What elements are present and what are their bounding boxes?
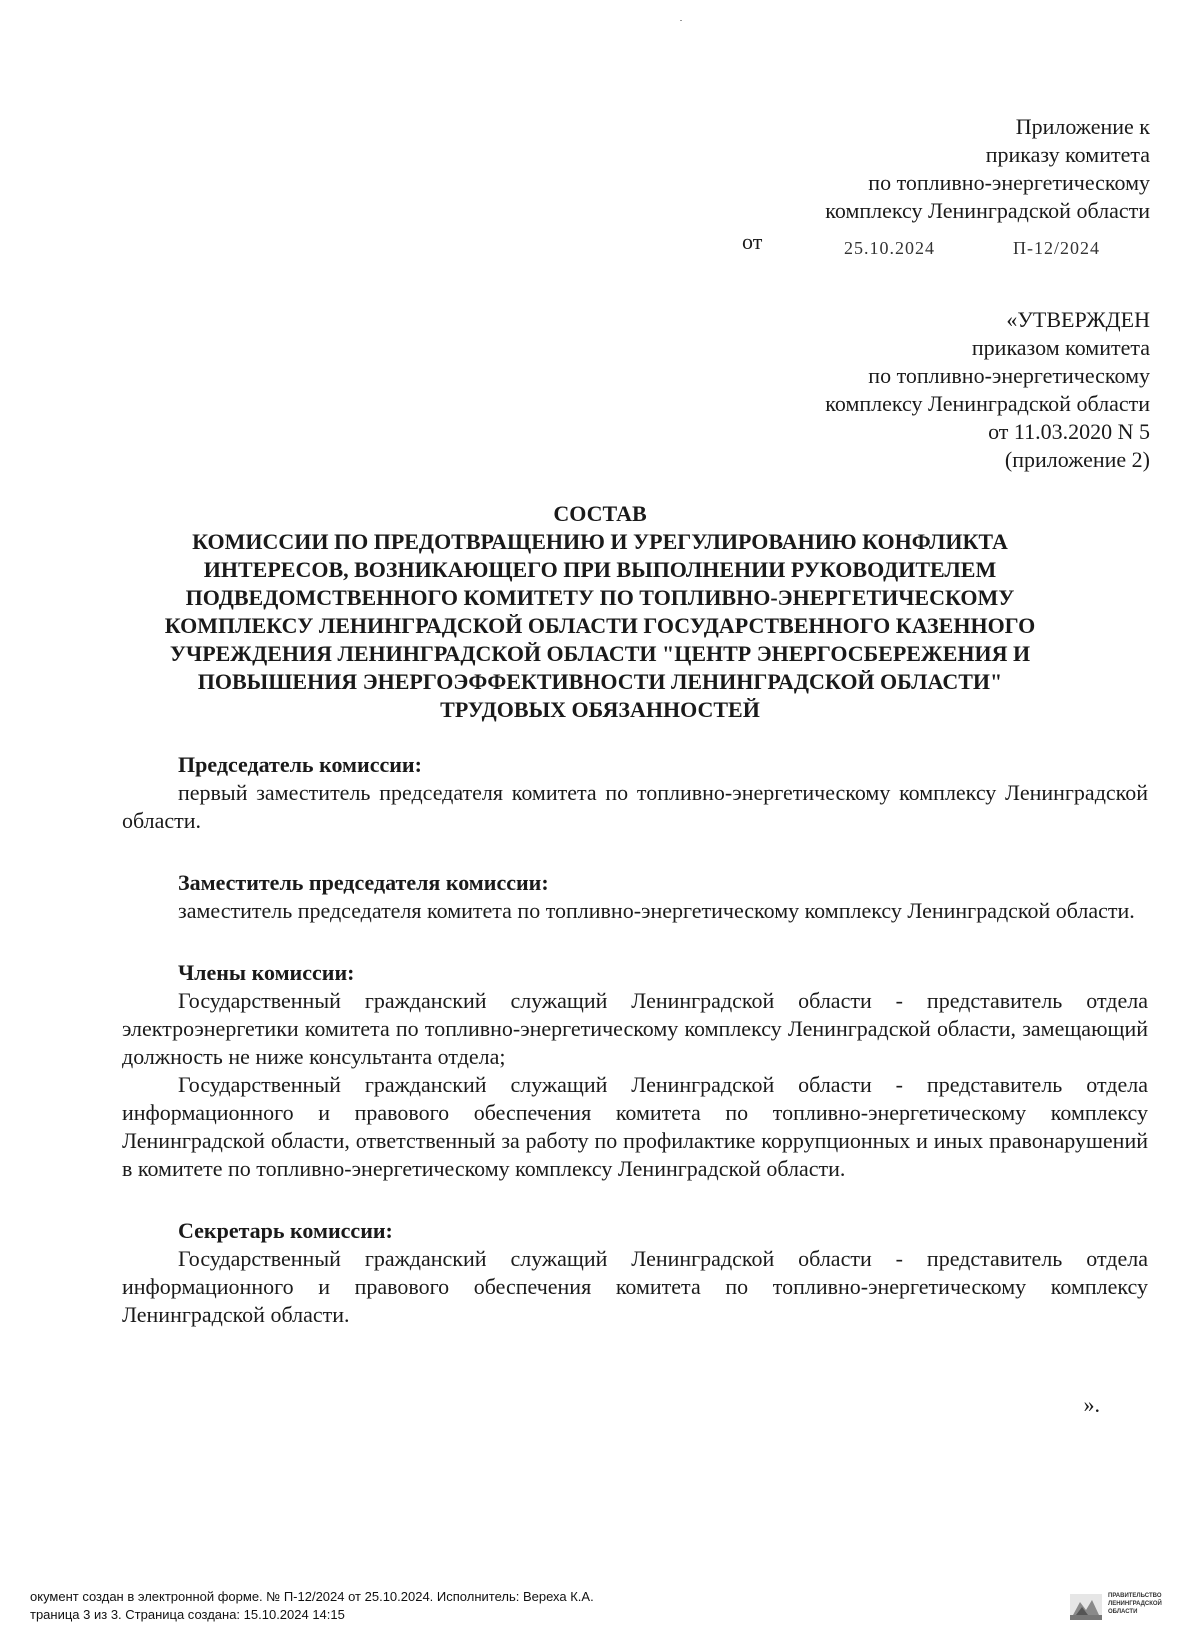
section-paragraph: заместитель председателя комитета по топливно-энергетическому комплексу Ленинградской области. <box>178 898 1135 923</box>
annex-line: Приложение к <box>1015 114 1150 139</box>
annex-line: комплексу Ленинградской области <box>825 198 1150 223</box>
stamp-line: ЛЕНИНГРАДСКОЙ <box>1108 1601 1162 1607</box>
section-paragraph: Государственный гражданский служащий Ленинградской области - представитель отдела информационного и правового обеспечения комитета по топливно-энергетическому комплексу Ленинградской области. <box>122 1246 1148 1327</box>
title-line: ПОВЫШЕНИЯ ЭНЕРГОЭФФЕКТИВНОСТИ ЛЕНИНГРАДСКОЙ ОБЛАСТИ" <box>197 669 1003 694</box>
title-line: ТРУДОВЫХ ОБЯЗАННОСТЕЙ <box>440 697 760 722</box>
approved-line: «УТВЕРЖДЕН <box>1006 307 1150 332</box>
approved-block <box>825 306 1150 474</box>
section-members <box>122 959 1148 1183</box>
annex-line: по топливно-энергетическому <box>868 170 1150 195</box>
title-line: КОМИССИИ ПО ПРЕДОТВРАЩЕНИЮ И УРЕГУЛИРОВАНИЮ КОНФЛИКТА <box>192 529 1008 554</box>
annex-header <box>825 113 1150 225</box>
approved-line: приказом комитета <box>971 335 1150 360</box>
section-paragraph: Государственный гражданский служащий Ленинградской области - представитель отдела электроэнергетики комитета по топливно-энергетическому комплексу Ленинградской области, замещающий должность не ниже консультанта отдела; <box>122 988 1148 1069</box>
footer-page-info: траница 3 из 3. Страница создана: 15.10.2024 14:15 <box>30 1607 345 1622</box>
annex-date-row <box>742 229 1122 261</box>
approved-line: (приложение 2) <box>1004 447 1150 472</box>
section-deputy <box>122 869 1148 925</box>
section-chair <box>122 751 1148 835</box>
title-line: ИНТЕРЕСОВ, ВОЗНИКАЮЩЕГО ПРИ ВЫПОЛНЕНИИ РУКОВОДИТЕЛЕМ <box>203 557 997 582</box>
section-secretary <box>122 1217 1148 1329</box>
section-heading: Заместитель председателя комиссии: <box>178 870 549 895</box>
scan-speck <box>680 20 682 21</box>
government-emblem-icon <box>1070 1594 1102 1620</box>
approved-line: по топливно-энергетическому <box>868 363 1150 388</box>
title-line: СОСТАВ <box>553 501 647 526</box>
stamp-text <box>1108 1592 1188 1616</box>
annex-line: приказу комитета <box>985 142 1150 167</box>
order-date: 25.10.2024 <box>844 238 935 258</box>
document-body <box>122 751 1148 1363</box>
section-paragraph: Государственный гражданский служащий Ленинградской области - представитель отдела информационного и правового обеспечения комитета по топливно-энергетическому комплексу Ленинградской области, ответственный за работу по профилактике коррупционных и иных правонарушений в комитете по топливно-энергетическому комплексу Ленинградской области. <box>122 1072 1148 1181</box>
approved-line: комплексу Ленинградской области <box>825 391 1150 416</box>
section-heading: Члены комиссии: <box>178 960 355 985</box>
government-stamp <box>1070 1590 1195 1630</box>
title-line: ПОДВЕДОМСТВЕННОГО КОМИТЕТУ ПО ТОПЛИВНО-ЭНЕРГЕТИЧЕСКОМУ <box>185 585 1015 610</box>
from-label: от <box>742 229 763 254</box>
document-title <box>60 500 1140 724</box>
stamp-line: ОБЛАСТИ <box>1108 1609 1138 1615</box>
closing-quote: ». <box>1083 1392 1100 1417</box>
footer-document-info: окумент создан в электронной форме. № П-12/2024 от 25.10.2024. Исполнитель: Вереха К.А. <box>30 1589 594 1604</box>
electronic-document-footer <box>30 1588 930 1630</box>
section-heading: Секретарь комиссии: <box>178 1218 393 1243</box>
stamp-line: ПРАВИТЕЛЬСТВО <box>1108 1593 1162 1599</box>
title-line: УЧРЕЖДЕНИЯ ЛЕНИНГРАДСКОЙ ОБЛАСТИ "ЦЕНТР ЭНЕРГОСБЕРЕЖЕНИЯ И <box>169 641 1031 666</box>
approved-line: от 11.03.2020 N 5 <box>988 419 1150 444</box>
title-line: КОМПЛЕКСУ ЛЕНИНГРАДСКОЙ ОБЛАСТИ ГОСУДАРСТВЕННОГО КАЗЕННОГО <box>164 613 1036 638</box>
order-number: П-12/2024 <box>1013 238 1100 258</box>
section-paragraph: первый заместитель председателя комитета по топливно-энергетическому комплексу Ленинградской области. <box>122 780 1148 833</box>
section-heading: Председатель комиссии: <box>178 752 422 777</box>
